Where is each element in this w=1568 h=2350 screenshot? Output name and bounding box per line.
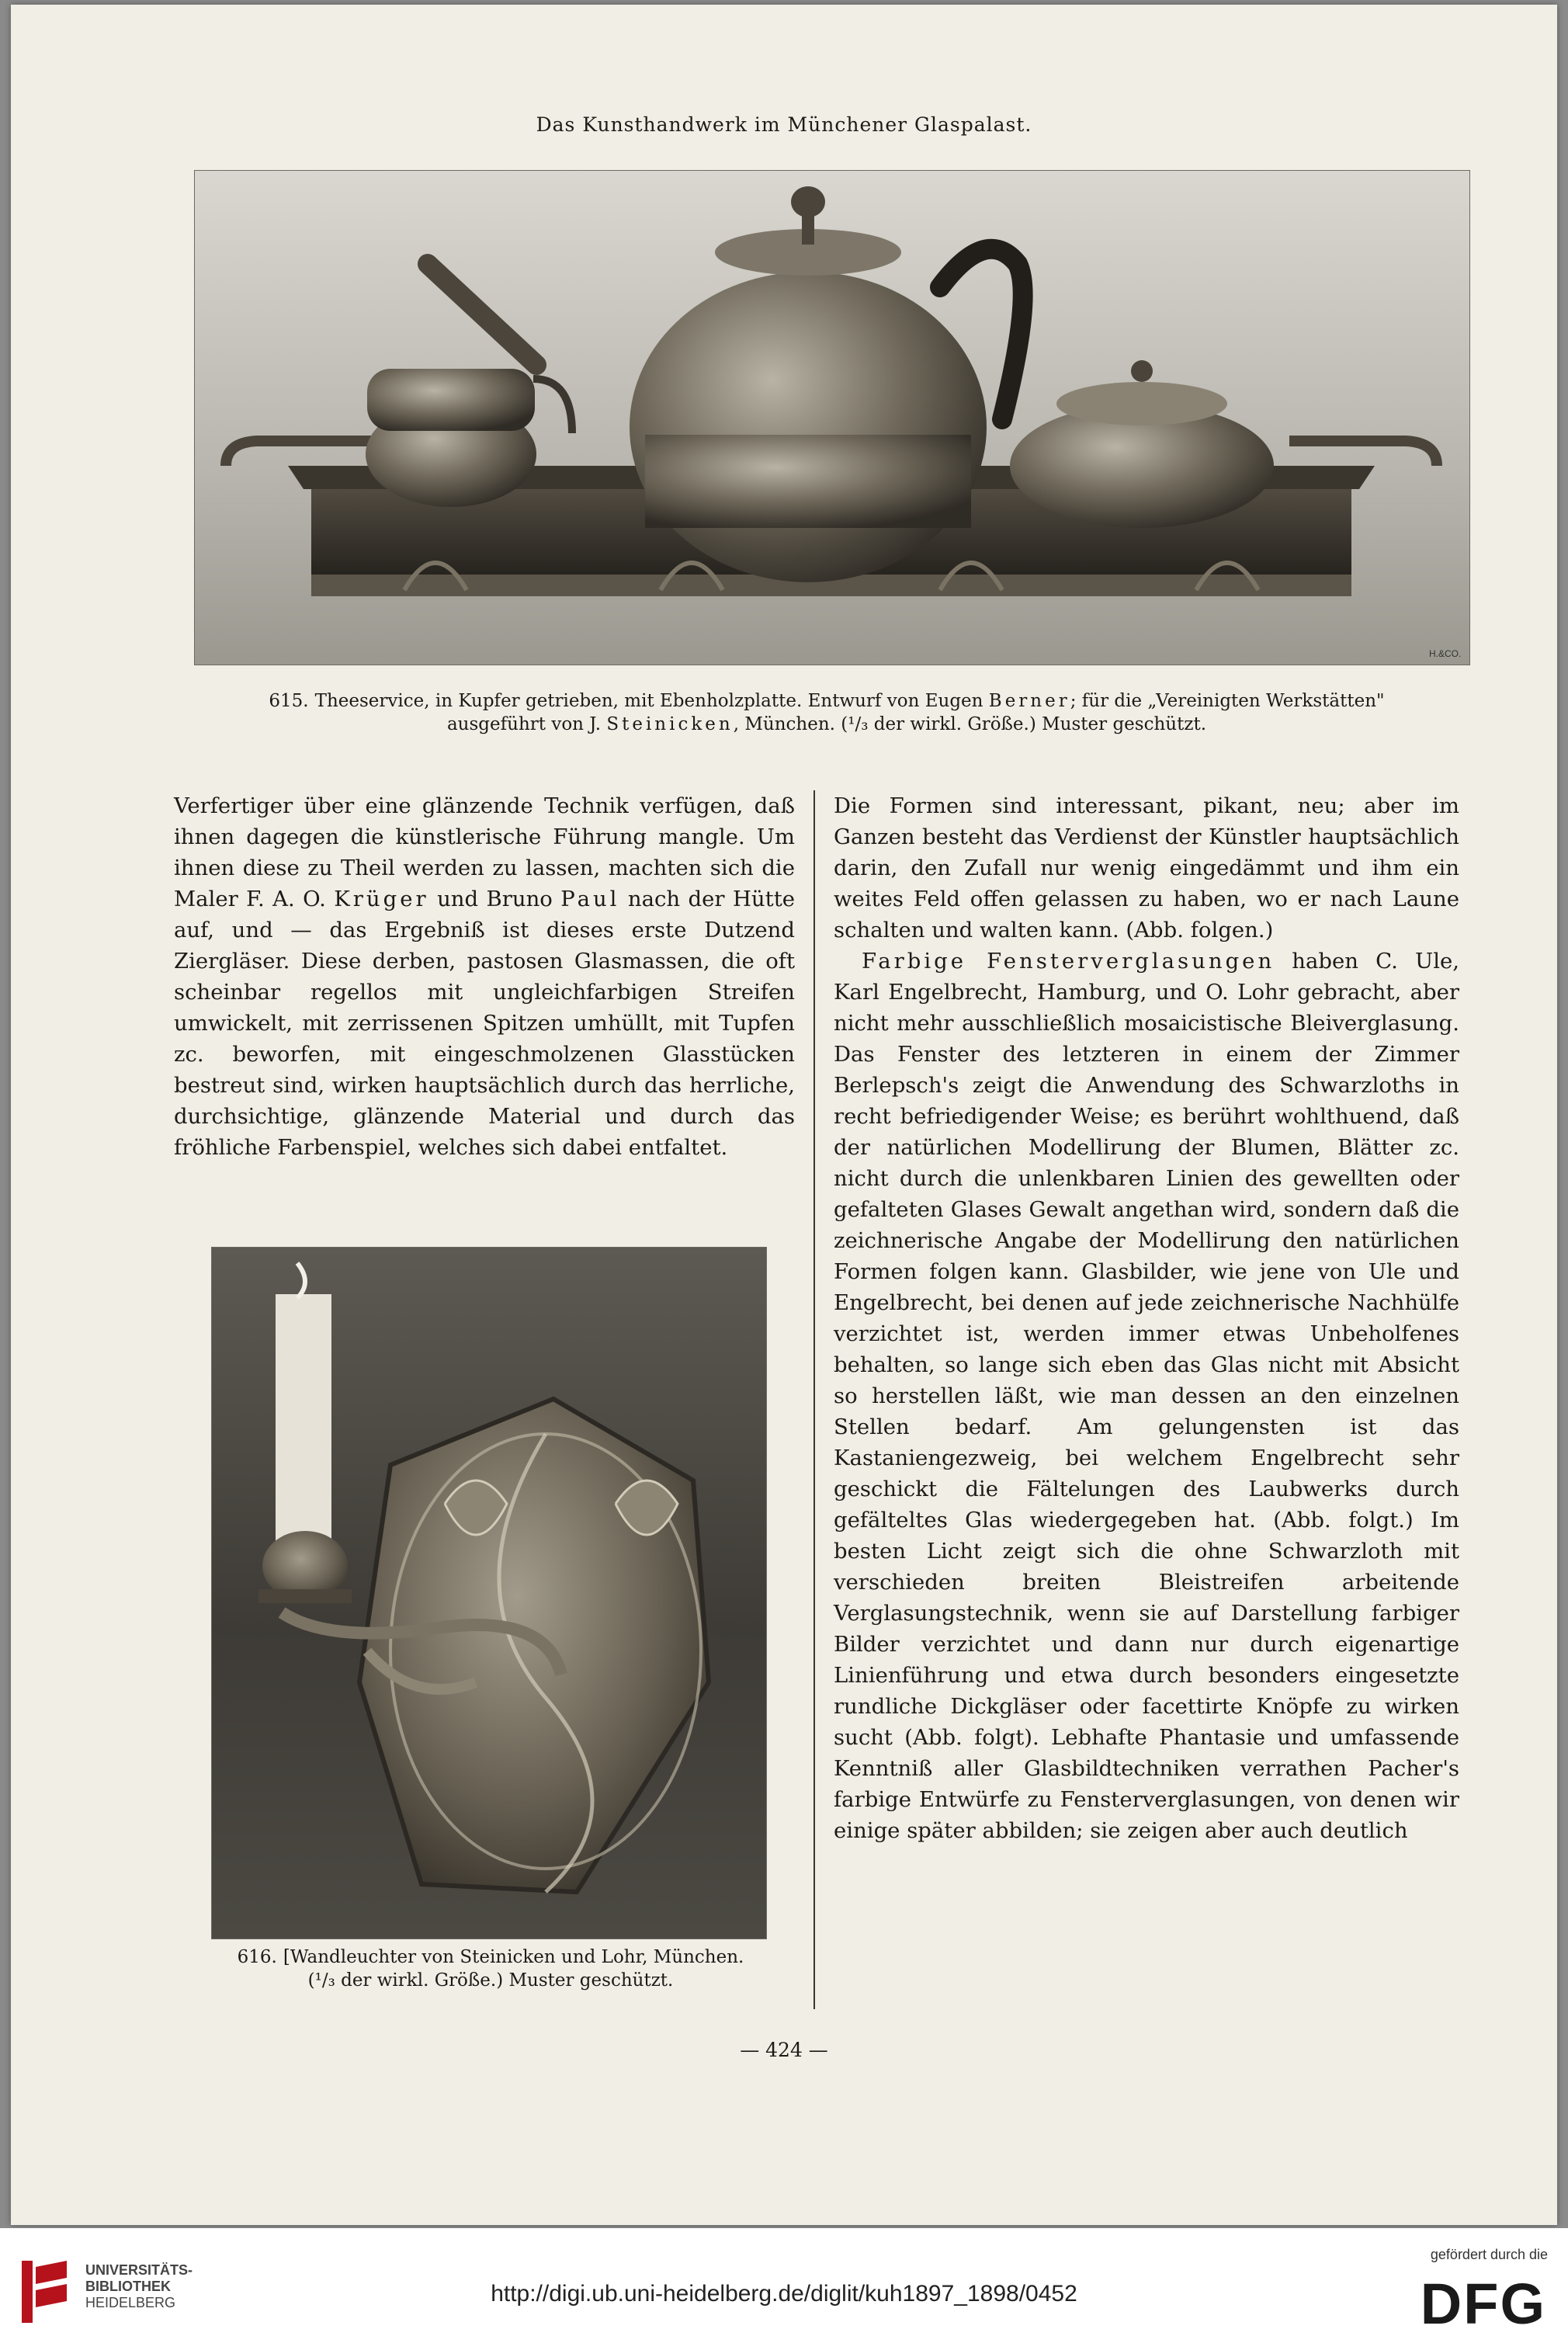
left-paragraph-1: Verfertiger über eine glänzende Technik verfügen, daß ihnen dagegen die künstlerische Führung mangle. Um ihnen diese zu Theil werden zu lassen, machten sich die Maler F. A. O. Krüger und Bruno Paul nach der Hütte auf, und — das Ergebniß ist dieses erste Dutzend Ziergläser. Diese derben, pastosen Glasmassen, die oft scheinbar regellos mit ungleichfarbigen Streifen umwickelt, mit zerrissenen Spitzen umhüllt, mit Tupfen zc. beworfen, mit eingeschmolzenen Glasstücken bestreut sind, wirken hauptsächlich durch das herrliche, durchsichtige, glänzende Material und durch das fröhliche Farbenspiel, welches sich dabei entfaltet. — [174, 793, 796, 1160]
right-column-text — [834, 790, 1459, 1846]
dfg-logo: DFG — [1420, 2272, 1546, 2336]
name-kruger: Krüger — [334, 887, 429, 911]
source-url-link[interactable]: http://digi.ub.uni-heidelberg.de/diglit/kuh1897_1898/0452 — [491, 2281, 1077, 2307]
figure-616-caption-line-1: 616. [Wandleuchter von Steinicken und Lohr, München. — [237, 1947, 744, 1967]
column-rule — [813, 790, 815, 2009]
funding-note: gefördert durch die — [1430, 2247, 1548, 2262]
figure-616-wall-sconce-photo — [211, 1247, 767, 1939]
figure-615-caption-line-1: 615. Theeservice, in Kupfer getrieben, mit Ebenholzplatte. Entwurf von Eugen Berner; für die „Vereinigten Werkstätten" — [269, 691, 1385, 711]
maker-name: Steinicken — [606, 714, 734, 734]
designer-name: Berner — [988, 691, 1070, 711]
scanned-page — [11, 5, 1557, 2225]
digitization-footer — [0, 2228, 1568, 2350]
running-head: Das Kunsthandwerk im Münchener Glaspalast. — [536, 113, 1032, 136]
figure-616-caption — [188, 1946, 793, 1992]
library-name: UNIVERSITÄTS- BIBLIOTHEK HEIDELBERG — [85, 2262, 193, 2310]
figure-616-number: 616. — [237, 1947, 277, 1967]
figure-615-caption — [171, 689, 1483, 736]
figure-615-caption-line-2: ausgeführt von J. Steinicken, München. (¹/₃ der wirkl. Größe.) Muster geschützt. — [446, 714, 1207, 734]
right-paragraph-2: Farbige Fensterverglasungen haben C. Ule, Karl Engelbrecht, Hamburg, und O. Lohr gebracht, aber nicht mehr ausschließlich mosaicistische Bleiverglasung. Das Fenster des letzteren in einem der Zimmer Berlepsch's zeigt die Anwendung des Schwarzloths in recht befriedigender Weise; es berührt wohlthuend, daß der natürlichen Modellirung der Blumen, Blätter zc. nicht durch die unlenkbaren Linien des gewellten oder gefalteten Glases Gewalt angethan wird, sondern daß die zeichnerische Angabe der Modellirung den natürlichen Formen folgen kann. Glasbilder, wie jene von Ule und Engelbrecht, bei denen auf jede zeichnerische Nachhülfe verzichtet ist, werden immer etwas Unbeholfenes behalten, so lange sich eben das Glas nicht mit Absicht so herstellen läßt, wie man dessen an den einzelnen Stellen bedarf. Am gelungensten ist das Kastaniengezweig, bei welchem Engelbrecht sehr geschickt die Fältelungen des Laubwerks durch gefälteltes Glas wiedergegeben hat. (Abb. folgt.) Im besten Licht zeigt sich die ohne Schwarzloth mit verschieden breiten Bleistreifen arbeitende Verglasungstechnik, wenn sie auf Darstellung farbiger Bilder verzichtet und dann nur durch eigenartige Linienführung und etwa durch besonders eingesetzte rundliche Dickgläser oder facettirte Knöpfe zu wirken sucht (Abb. folgt). Lebhafte Phantasie und umfassende Kenntniß aller Glasbildtechniken verrathen Pacher's farbige Entwürfe zu Fensterverglasungen, von denen wir einige später abbilden; sie zeigen aber auch deutlich — [834, 949, 1460, 1843]
page-number: — 424 — — [740, 2039, 828, 2061]
figure-615-tea-service-photo — [194, 170, 1470, 665]
figure-615-number: 615. — [269, 691, 309, 711]
left-column-text — [174, 790, 795, 1163]
name-paul: Paul — [560, 887, 620, 911]
figure-616-caption-line-2: (¹/₃ der wirkl. Größe.) Muster geschützt. — [307, 1970, 674, 1991]
photo-credit: H.&CO. — [1429, 648, 1462, 659]
right-paragraph-1: Die Formen sind interessant, pikant, neu; aber im Ganzen besteht das Verdienst der Künstler hauptsächlich darin, den Zufall nur wenig eingedämmt und ihm ein weites Feld offen gelassen zu haben, wo er nach Laune schalten und walten kann. (Abb. folgen.) — [834, 793, 1459, 942]
section-lead: Farbige Fensterverglasungen — [862, 949, 1275, 974]
